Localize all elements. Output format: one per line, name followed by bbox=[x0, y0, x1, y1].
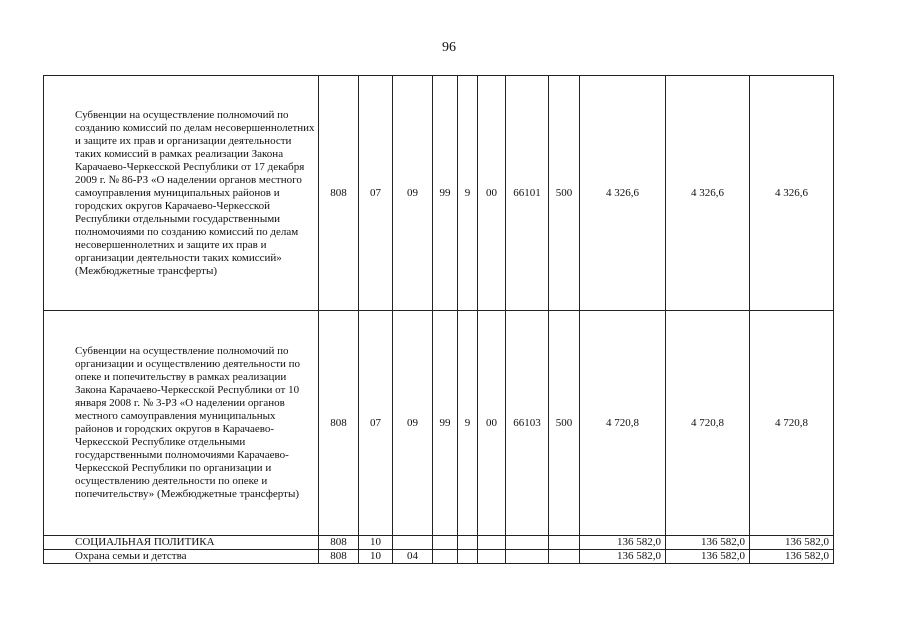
sum-year2-cell: 4 720,8 bbox=[666, 311, 750, 536]
razdel-cell: 07 bbox=[359, 311, 393, 536]
cs-main-event-cell bbox=[478, 536, 506, 550]
sum-year1-cell: 4 326,6 bbox=[580, 76, 666, 311]
cs-direction-cell: 66103 bbox=[506, 311, 549, 536]
cs-subprogram-cell: 9 bbox=[458, 311, 478, 536]
sum-year2-cell: 136 582,0 bbox=[666, 536, 750, 550]
row-name: Охрана семьи и детства bbox=[44, 550, 319, 564]
table-row bbox=[44, 536, 834, 550]
sum-year3-cell: 136 582,0 bbox=[750, 550, 834, 564]
cs-subprogram-cell bbox=[458, 550, 478, 564]
razdel-cell: 10 bbox=[359, 536, 393, 550]
table-row bbox=[44, 550, 834, 564]
cs-subprogram-cell: 9 bbox=[458, 76, 478, 311]
budget-table bbox=[43, 75, 834, 564]
ved-cell: 808 bbox=[319, 550, 359, 564]
podrazdel-cell: 09 bbox=[393, 311, 433, 536]
sum-year3-cell: 4 720,8 bbox=[750, 311, 834, 536]
row-name: Субвенции на осуществление полномочий по организации и осуществлению деятельности по опеке и попечительству в рамках реализации Закона Карачаево-Черкесской Республики от 10 января 2008 г. № 3-РЗ «О наделении органов местного самоуправления муниципальных районов и городских округов в Карачаево-Черкесской Республике отдельными государственными полномочиями Карачаево-Черкесской Республики по организации и осуществлению деятельности по опеке и попечительству» (Межбюджетные трансферты) bbox=[44, 311, 319, 536]
cs-main-event-cell: 00 bbox=[478, 76, 506, 311]
podrazdel-cell: 04 bbox=[393, 550, 433, 564]
row-name: СОЦИАЛЬНАЯ ПОЛИТИКА bbox=[44, 536, 319, 550]
ved-cell: 808 bbox=[319, 76, 359, 311]
podrazdel-cell: 09 bbox=[393, 76, 433, 311]
cs-direction-cell bbox=[506, 536, 549, 550]
cs-direction-cell: 66101 bbox=[506, 76, 549, 311]
razdel-cell: 07 bbox=[359, 76, 393, 311]
vr-cell bbox=[549, 536, 580, 550]
vr-cell: 500 bbox=[549, 76, 580, 311]
cs-program-cell bbox=[433, 550, 458, 564]
ved-cell: 808 bbox=[319, 311, 359, 536]
ved-cell: 808 bbox=[319, 536, 359, 550]
sum-year3-cell: 4 326,6 bbox=[750, 76, 834, 311]
sum-year1-cell: 4 720,8 bbox=[580, 311, 666, 536]
cs-main-event-cell bbox=[478, 550, 506, 564]
sum-year1-cell: 136 582,0 bbox=[580, 536, 666, 550]
cs-direction-cell bbox=[506, 550, 549, 564]
cs-program-cell: 99 bbox=[433, 311, 458, 536]
cs-main-event-cell: 00 bbox=[478, 311, 506, 536]
cs-program-cell: 99 bbox=[433, 76, 458, 311]
page-number: 96 bbox=[442, 40, 456, 55]
cs-subprogram-cell bbox=[458, 536, 478, 550]
table-row bbox=[44, 311, 834, 536]
podrazdel-cell bbox=[393, 536, 433, 550]
vr-cell: 500 bbox=[549, 311, 580, 536]
cs-program-cell bbox=[433, 536, 458, 550]
razdel-cell: 10 bbox=[359, 550, 393, 564]
sum-year2-cell: 136 582,0 bbox=[666, 550, 750, 564]
sum-year3-cell: 136 582,0 bbox=[750, 536, 834, 550]
vr-cell bbox=[549, 550, 580, 564]
row-name: Субвенции на осуществление полномочий по созданию комиссий по делам несовершеннолетних и защите их прав и организации деятельности таких комиссий в рамках реализации Закона Карачаево-Черкесской Республики от 17 декабря 2009 г. № 86-РЗ «О наделении органов местного самоуправления муниципальных районов и городских округов Карачаево-Черкесской Республики отдельными государственными полномочиями по созданию комиссий по делам несовершеннолетних и защите их прав и организации деятельности таких комиссий» (Межбюджетные трансферты) bbox=[44, 76, 319, 311]
sum-year2-cell: 4 326,6 bbox=[666, 76, 750, 311]
table-row bbox=[44, 76, 834, 311]
sum-year1-cell: 136 582,0 bbox=[580, 550, 666, 564]
